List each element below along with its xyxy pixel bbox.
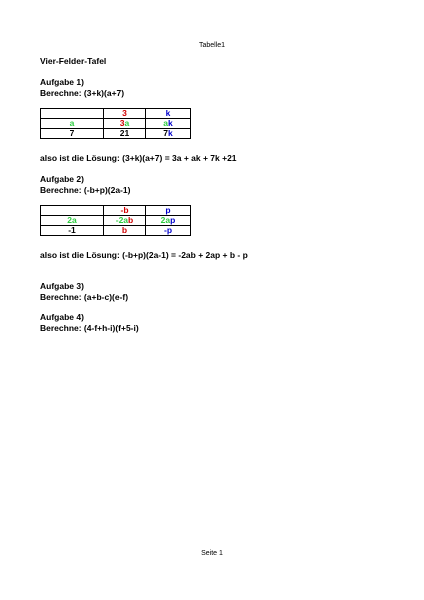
table-row (41, 206, 191, 216)
table-cell (146, 216, 191, 226)
cell-term: p (165, 205, 171, 215)
cell-term: a (163, 118, 168, 128)
cell-term: 7 (69, 128, 75, 138)
cell-term: a (124, 118, 130, 128)
table-cell (146, 119, 191, 129)
cell-term: 7 (163, 128, 168, 138)
cell-term: k (168, 118, 173, 128)
cell-term: 2a (67, 215, 77, 225)
aufgabe2-heading: Aufgabe 2) (40, 174, 84, 184)
cell-term: k (165, 108, 171, 118)
aufgabe2-four-field-table (40, 205, 191, 236)
table-cell (104, 216, 146, 226)
table-cell (41, 109, 104, 119)
cell-term: -1 (68, 225, 76, 235)
table-cell (104, 119, 146, 129)
table-cell (104, 206, 146, 216)
table-cell (41, 216, 104, 226)
cell-term: b (121, 225, 128, 235)
cell-term: b (128, 215, 134, 225)
cell-term: -b (120, 205, 129, 215)
document-title: Vier-Felder-Tafel (40, 56, 107, 66)
table-row (41, 226, 191, 236)
aufgabe1-heading: Aufgabe 1) (40, 77, 84, 87)
table-cell (41, 129, 104, 139)
table-cell (104, 226, 146, 236)
aufgabe4-task: Berechne: (4-f+h-i)(f+5-i) (40, 323, 139, 333)
table-row (41, 109, 191, 119)
table-cell (146, 226, 191, 236)
table-row (41, 119, 191, 129)
aufgabe3-heading: Aufgabe 3) (40, 281, 84, 291)
aufgabe3-task: Berechne: (a+b-c)(e-f) (40, 292, 129, 302)
cell-term: a (69, 118, 75, 128)
table-cell (146, 206, 191, 216)
aufgabe1-task: Berechne: (3+k)(a+7) (40, 88, 125, 98)
table-row (41, 216, 191, 226)
cell-term: -p (163, 225, 173, 235)
table-cell (104, 129, 146, 139)
cell-term: 2a (160, 215, 171, 225)
table-row (41, 129, 191, 139)
cell-term: 3 (122, 108, 127, 118)
aufgabe4-heading: Aufgabe 4) (40, 312, 84, 322)
table-cell (41, 206, 104, 216)
aufgabe1-four-field-table (40, 108, 191, 139)
sheet-title: Tabelle1 (198, 42, 226, 49)
cell-term: -2a (115, 215, 129, 225)
page-footer: Seite 1 (201, 550, 223, 557)
aufgabe1-solution: also ist die Lösung: (3+k)(a+7) = 3a + ak + 7k +21 (40, 153, 237, 163)
table-cell (41, 119, 104, 129)
table-cell (104, 109, 146, 119)
aufgabe2-task: Berechne: (-b+p)(2a-1) (40, 185, 131, 195)
table-cell (41, 226, 104, 236)
aufgabe2-solution: also ist die Lösung: (-b+p)(2a-1) = -2ab + 2ap + b - p (40, 250, 248, 260)
cell-term: k (168, 128, 173, 138)
cell-term: 3 (119, 118, 125, 128)
cell-term: p (170, 215, 176, 225)
table-cell (146, 129, 191, 139)
cell-term: 21 (119, 128, 130, 138)
table-cell (146, 109, 191, 119)
